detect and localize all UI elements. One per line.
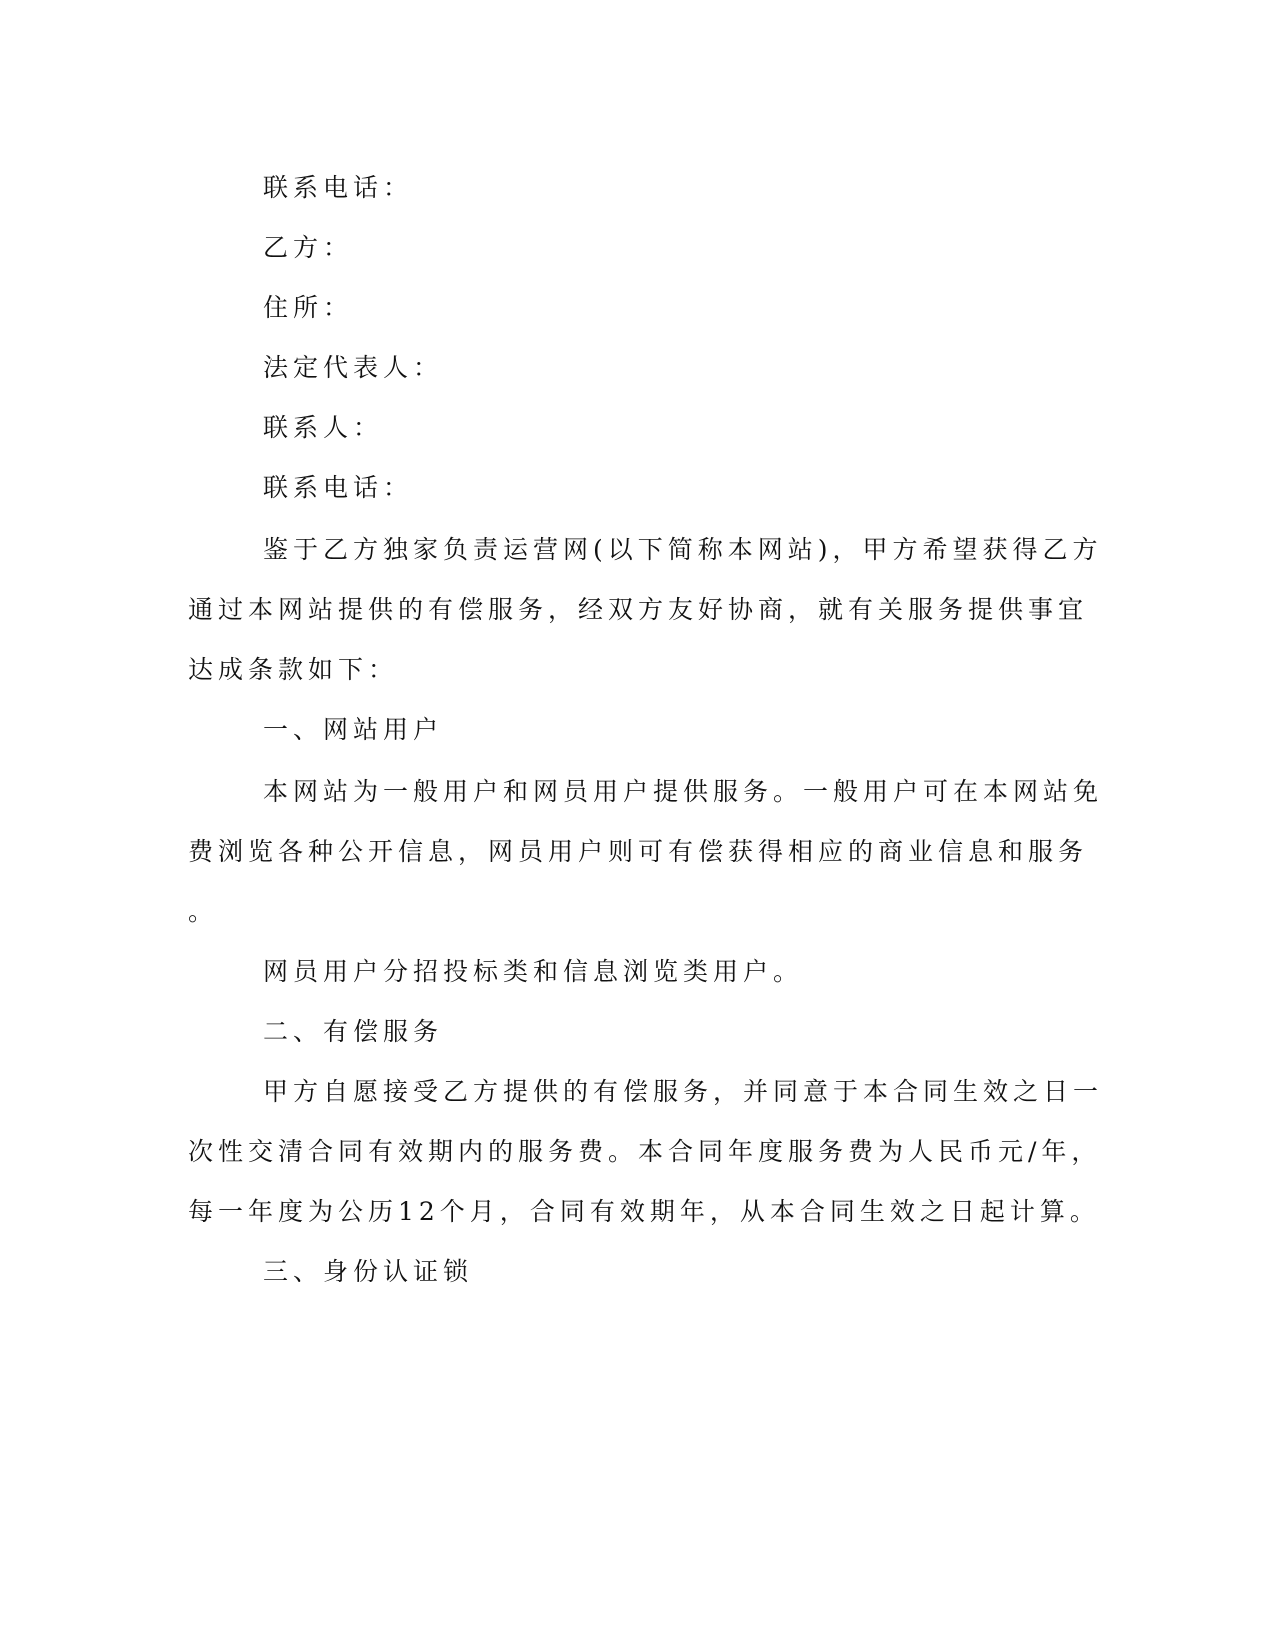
section-1-heading: 一、网站用户 — [263, 715, 444, 744]
section-2-heading: 二、有偿服务 — [263, 1017, 444, 1046]
party-b-phone-label: 联系电话： — [263, 473, 414, 502]
section-1-para-2: 网员用户分招投标类和信息浏览类用户。 — [263, 957, 804, 986]
section-1-para-1-line-1: 本网站为一般用户和网员用户提供服务。一般用户可在本网站免 — [263, 777, 1104, 806]
section-2-para-line-1: 甲方自愿接受乙方提供的有偿服务，并同意于本合同生效之日一 — [263, 1077, 1104, 1106]
party-b-legal-rep-label: 法定代表人： — [263, 353, 444, 382]
party-a-phone-label: 联系电话： — [263, 173, 414, 202]
section-1-para-1-line-3: 。 — [188, 897, 219, 926]
party-b-address-label: 住所： — [263, 293, 354, 322]
section-3-heading: 三、身份认证锁 — [263, 1257, 474, 1286]
section-2-para-line-3: 每一年度为公历12个月，合同有效期年，从本合同生效之日起计算。 — [188, 1197, 1100, 1226]
preamble-line-3: 达成条款如下： — [188, 655, 399, 684]
section-2-para-line-2: 次性交清合同有效期内的服务费。本合同年度服务费为人民币元/年， — [188, 1137, 1102, 1166]
party-b-contact-label: 联系人： — [263, 413, 384, 442]
party-b-label: 乙方： — [263, 233, 354, 262]
section-1-para-1-line-2: 费浏览各种公开信息，网员用户则可有偿获得相应的商业信息和服务 — [188, 837, 1089, 866]
preamble-line-2: 通过本网站提供的有偿服务，经双方友好协商，就有关服务提供事宜 — [188, 595, 1089, 624]
preamble-line-1: 鉴于乙方独家负责运营网(以下简称本网站)，甲方希望获得乙方 — [263, 535, 1103, 564]
